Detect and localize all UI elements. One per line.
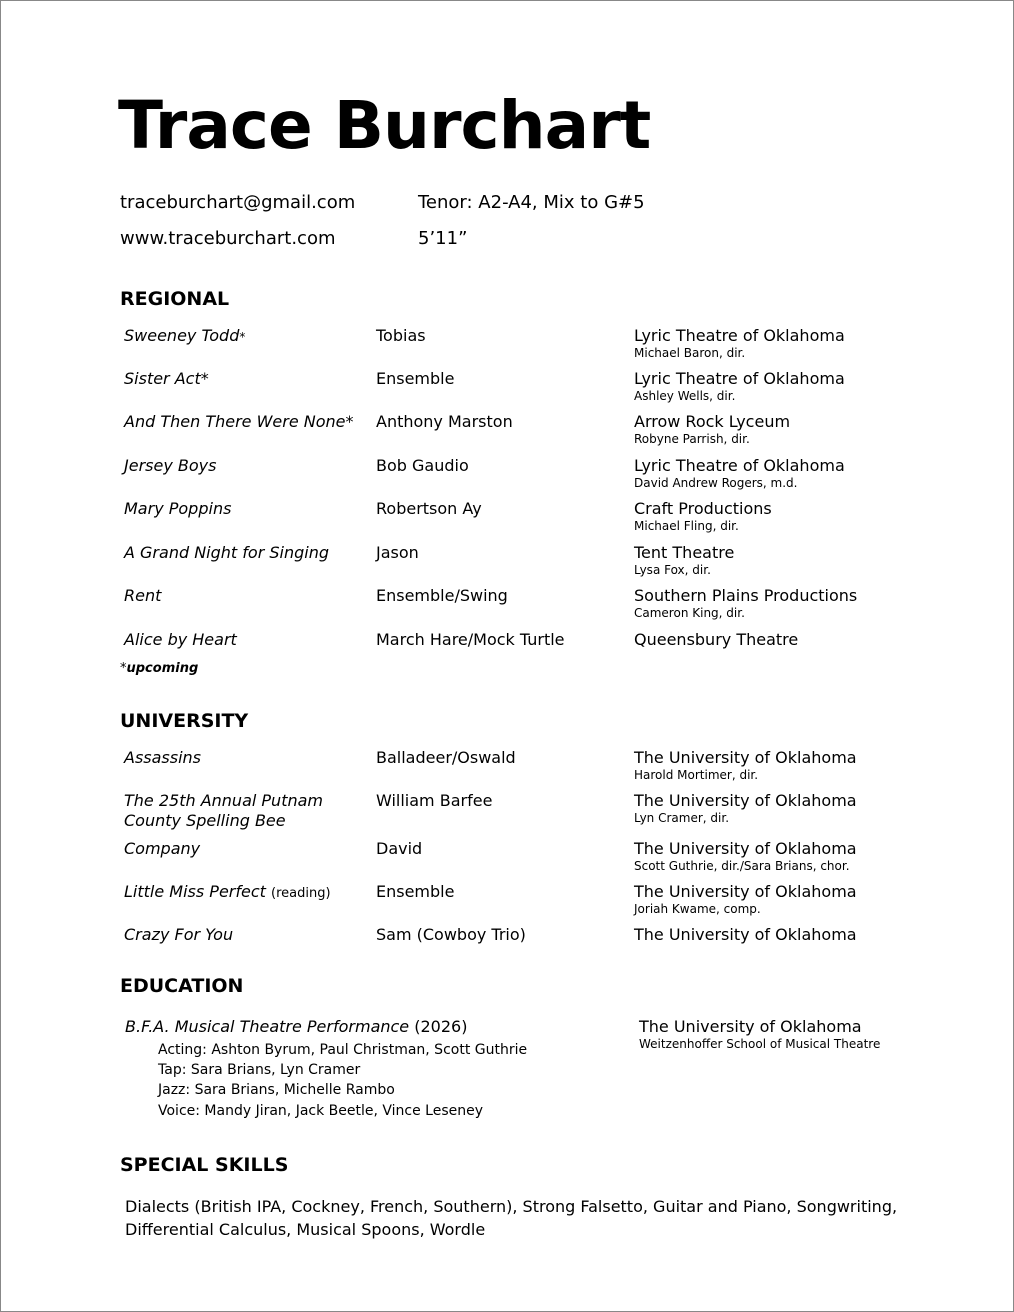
- role: Ensemble/Swing: [376, 586, 508, 605]
- role: Anthony Marston: [376, 412, 513, 431]
- show-title: Mary Poppins: [124, 499, 232, 518]
- show-title: Little Miss Perfect (reading): [124, 882, 331, 901]
- upcoming-note: *upcoming: [120, 661, 199, 676]
- section-title-university: UNIVERSITY: [120, 710, 249, 732]
- role: Bob Gaudio: [376, 456, 469, 475]
- training-detail: Acting: Ashton Byrum, Paul Christman, Scott Guthrie: [158, 1042, 528, 1058]
- venue: Tent Theatre Lysa Fox, dir.: [634, 543, 735, 577]
- venue: Arrow Rock Lyceum Robyne Parrish, dir.: [634, 412, 791, 446]
- skills-list: Dialects (British IPA, Cockney, French, Southern), Strong Falsetto, Guitar and Piano, Songwriting, Differential Calculus, Musical Spoons, Wordle: [125, 1197, 898, 1239]
- section-title-education: EDUCATION: [120, 975, 244, 997]
- venue: Southern Plains Productions Cameron King, dir.: [634, 586, 858, 620]
- show-title: A Grand Night for Singing: [124, 543, 329, 562]
- email: traceburchart@gmail.com: [120, 192, 356, 213]
- height: 5’11”: [418, 228, 468, 249]
- role: Tobias: [376, 326, 426, 345]
- school: The University of Oklahoma Weitzenhoffer School of Musical Theatre: [639, 1017, 881, 1051]
- section-title-regional: REGIONAL: [120, 288, 230, 310]
- show-title: Sister Act*: [124, 369, 209, 388]
- website: www.traceburchart.com: [120, 228, 336, 249]
- degree: B.F.A. Musical Theatre Performance (2026): [125, 1017, 468, 1036]
- voice-range: Tenor: A2-A4, Mix to G#5: [418, 192, 645, 213]
- show-title: The 25th Annual Putnam County Spelling Bee: [124, 791, 323, 830]
- resume-name: Trace Burchart: [118, 87, 651, 164]
- venue: The University of Oklahoma Scott Guthrie, dir./Sara Brians, chor.: [634, 839, 857, 873]
- show-title: Jersey Boys: [124, 456, 217, 475]
- venue: Lyric Theatre of Oklahoma David Andrew Rogers, m.d.: [634, 456, 845, 490]
- venue: The University of Oklahoma Harold Mortimer, dir.: [634, 748, 857, 782]
- section-title-skills: SPECIAL SKILLS: [120, 1154, 289, 1176]
- role: Ensemble: [376, 369, 455, 388]
- show-title: Assassins: [124, 748, 202, 767]
- venue: Lyric Theatre of Oklahoma Michael Baron, dir.: [634, 326, 845, 360]
- training-detail: Jazz: Sara Brians, Michelle Rambo: [158, 1082, 395, 1098]
- training-detail: Tap: Sara Brians, Lyn Cramer: [158, 1062, 361, 1078]
- role: David: [376, 839, 423, 858]
- venue: Lyric Theatre of Oklahoma Ashley Wells, dir.: [634, 369, 845, 403]
- role: Jason: [376, 543, 419, 562]
- venue: The University of Oklahoma: [634, 925, 857, 944]
- show-title: Sweeney Todd*: [124, 326, 246, 345]
- venue: Queensbury Theatre: [634, 630, 799, 649]
- role: Ensemble: [376, 882, 455, 901]
- show-title: Rent: [124, 586, 162, 605]
- training-detail: Voice: Mandy Jiran, Jack Beetle, Vince Leseney: [158, 1103, 484, 1119]
- venue: Craft Productions Michael Fling, dir.: [634, 499, 772, 533]
- venue: The University of Oklahoma Joriah Kwame, comp.: [634, 882, 857, 916]
- role: Sam (Cowboy Trio): [376, 925, 526, 944]
- role: Balladeer/Oswald: [376, 748, 516, 767]
- role: William Barfee: [376, 791, 493, 810]
- show-title: Company: [124, 839, 201, 858]
- venue: The University of Oklahoma Lyn Cramer, dir.: [634, 791, 857, 825]
- show-title: And Then There Were None*: [124, 412, 354, 431]
- show-title: Alice by Heart: [124, 630, 237, 649]
- role: March Hare/Mock Turtle: [376, 630, 565, 649]
- role: Robertson Ay: [376, 499, 482, 518]
- show-title: Crazy For You: [124, 925, 234, 944]
